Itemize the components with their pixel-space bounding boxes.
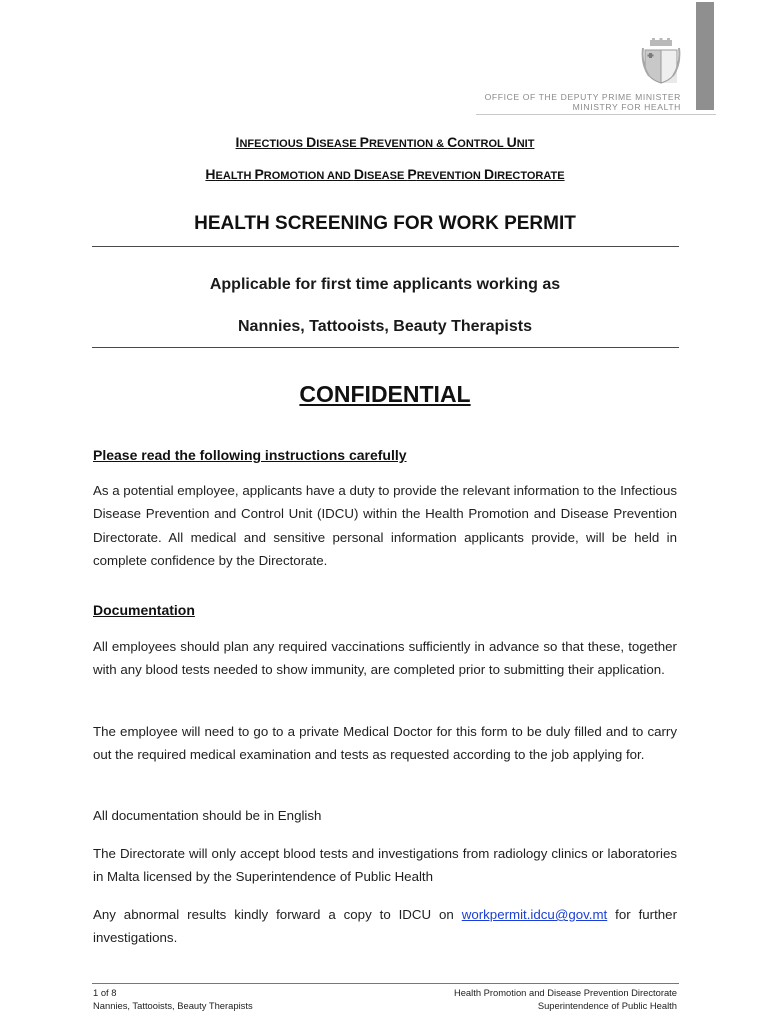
unit-name-initial: P (359, 134, 369, 150)
directorate-name (0, 166, 770, 182)
unit-name-text: NIT (516, 138, 535, 150)
unit-name (0, 134, 770, 150)
office-name-line-2: MINISTRY FOR HEALTH (572, 102, 681, 112)
unit-name-initial: C (447, 134, 458, 150)
documentation-heading: Documentation (93, 602, 195, 618)
directorate-name-initial: D (353, 166, 364, 182)
medical-doctor-paragraph: The employee will need to go to a private Medical Doctor for this form to be duly filled and to carry out the required medical examination and tests as requested according to the job applying for. (93, 724, 677, 763)
directorate-name-initial: H (205, 166, 216, 182)
directorate-name-text: ISEASE (363, 170, 408, 182)
unit-name-text: ONTROL (457, 138, 507, 150)
idcu-email-link[interactable]: workpermit.idcu@gov.mt (461, 907, 608, 922)
directorate-name-text: EALTH (215, 170, 255, 182)
instructions-paragraph: As a potential employee, applicants have a duty to provide the relevant information to the Infectious Disease Prevention and Control Unit (IDCU) within the Health Promotion and Disease Prevention Directorate. All medical and sensitive personal information applicants provide, will be held in complete confidence by the Directorate. (93, 483, 677, 568)
licensed-labs-paragraph: The Directorate will only accept blood tests and investigations from radiology clinics or laboratories in Malta licensed by the Superintendence of Public Health (93, 846, 677, 885)
directorate-name-text: REVENTION (416, 170, 484, 182)
document-title: HEALTH SCREENING FOR WORK PERMIT (194, 213, 576, 234)
office-name-line-1: OFFICE OF THE DEPUTY PRIME MINISTER (484, 92, 681, 102)
directorate-name-initial: D (483, 166, 495, 182)
page-edge-strip (696, 2, 714, 110)
directorate-name-initial: P (407, 166, 417, 182)
footer-superintendence: Superintendence of Public Health (537, 1000, 677, 1011)
footer-left (93, 986, 253, 1012)
abnormal-results-text: Any abnormal results kindly forward a copy to IDCU on (93, 907, 462, 922)
subtitle-divider (92, 347, 679, 348)
unit-name-initial: I (235, 134, 240, 150)
directorate-name-text: IRECTORATE (494, 170, 565, 182)
confidential-heading: CONFIDENTIAL (299, 381, 471, 407)
footer-directorate: Health Promotion and Disease Prevention Directorate (453, 987, 677, 998)
abnormal-results-text-end: for further investigations. (93, 907, 677, 946)
applicability-line: Applicable for first time applicants working as (209, 276, 561, 293)
directorate-name-text: ROMOTION AND (263, 170, 354, 182)
malta-coat-of-arms-icon (641, 38, 681, 84)
page-number: 1 of 8 (93, 987, 117, 998)
unit-name-text: ISEASE (316, 138, 360, 150)
english-paragraph: All documentation should be in English (93, 808, 322, 823)
unit-name-initial: U (506, 134, 517, 150)
footer-document-subject: Nannies, Tattooists, Beauty Therapists (93, 1000, 253, 1011)
occupations-line: Nannies, Tattooists, Beauty Therapists (238, 318, 532, 335)
header-divider (476, 114, 716, 115)
directorate-name-initial: P (254, 166, 264, 182)
unit-name-text: NFECTIOUS (239, 138, 307, 150)
vaccination-paragraph: All employees should plan any required vaccinations sufficiently in advance so that these, together with any blood tests needed to show immunity, are completed prior to submitting their application. (93, 639, 677, 678)
unit-name-text: REVENTION & (368, 138, 448, 150)
footer-divider (92, 983, 679, 984)
unit-name-initial: D (306, 134, 317, 150)
abnormal-results-paragraph (93, 903, 677, 950)
title-divider (92, 246, 679, 247)
instructions-heading: Please read the following instructions carefully (93, 447, 407, 463)
footer-right (454, 986, 677, 1012)
